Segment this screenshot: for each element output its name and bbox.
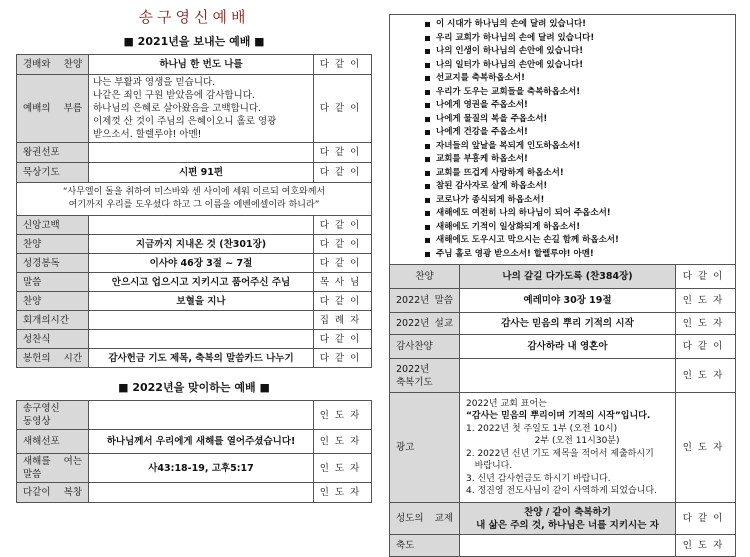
program-item-content [460, 503, 676, 535]
program-row [17, 430, 372, 454]
declaration-item [436, 113, 729, 127]
program-row [390, 265, 736, 289]
declaration-text: 주님 홀로 영광 받으소서! 할렐루야! 아멘! [436, 248, 594, 259]
program-row [17, 311, 372, 330]
program-row [390, 359, 736, 393]
program-row [17, 401, 372, 430]
program-item-content: 안으시고 업으시고 지키시고 품어주신 주님 [89, 273, 314, 292]
announcement-line: 1. 2022년 첫 주일도 1부 (오전 10시) [466, 423, 618, 434]
announcement-line: 4. 정진영 전도사님이 같이 사역하게 되었습니다. [466, 486, 657, 496]
declaration-text: 나에게 물질의 복을 주옵소서! [436, 113, 548, 124]
program-item-leader: 다같이 [314, 254, 372, 273]
program-item-content [89, 401, 314, 430]
scripture-quote: “사무엘이 돌을 취하여 미스바와 센 사이에 세워 이르되 여호와께서 여기까지 우리를 도우셨다 하고 그 이름을 에벤에셀이라 하니라” [16, 183, 372, 215]
declaration-item [436, 99, 729, 113]
declaration-item [436, 194, 729, 208]
declaration-item [436, 167, 729, 181]
program-row [17, 349, 372, 368]
program-table-right [389, 264, 736, 557]
program-item-leader: 인도자 [676, 393, 736, 503]
declaration-text: 우리 교회가 하나님의 손에 달려 있습니다! [436, 32, 595, 43]
program-row [17, 330, 372, 349]
declaration-text: 선교지를 축복하옵소서! [436, 73, 525, 83]
program-item-label: 성경봉독 [17, 254, 89, 273]
bullet-icon [425, 76, 430, 81]
declaration-item [436, 248, 729, 262]
declaration-item [436, 207, 729, 221]
declaration-text: 참된 감사자로 살게 하옵소서! [436, 181, 548, 191]
program-item-content: 시편 91편 [89, 163, 314, 183]
bullet-icon [425, 63, 430, 68]
program-row-fellowship [390, 503, 736, 535]
program-item-content: 나의 갈길 다가도록 (찬384장) [460, 265, 676, 289]
program-item-leader: 인도자 [314, 454, 372, 483]
declaration-item [436, 140, 729, 154]
program-row [17, 235, 372, 254]
bullet-icon [425, 252, 430, 257]
bullet-icon [425, 144, 430, 149]
declaration-text: 교회를 부흥케 하옵소서! [436, 154, 528, 164]
program-row [17, 292, 372, 311]
program-row [17, 273, 372, 292]
bullet-icon [425, 238, 430, 243]
program-item-label: 2022년 축복기도 [390, 359, 460, 393]
fellowship-line-2: 내 삶은 주의 것, 하나님은 너를 지키시는 자 [476, 519, 659, 531]
program-item-leader: 인도자 [676, 289, 736, 313]
program-item-content [460, 535, 676, 557]
program-item-label: 2022년 말씀 [390, 289, 460, 313]
declaration-text: 이 시대가 하나님의 손에 달려 있습니다! [436, 19, 587, 29]
bullet-icon [425, 198, 430, 203]
program-item-label: 새해를 여는 말씀 [17, 454, 89, 483]
program-item-label: 성찬식 [17, 330, 89, 349]
program-item-content: 예레미야 30장 19절 [460, 289, 676, 313]
declaration-text: 새해에도 도우시고 막으시는 손길 함께 하옵소서! [436, 235, 619, 245]
program-row [17, 163, 372, 183]
bullet-icon [425, 36, 430, 41]
program-row [390, 289, 736, 313]
declaration-text: 나에게 영권을 주옵소서! [436, 100, 528, 110]
announcement-line: 3. 신년 감사헌금도 하시기 바랍니다. [466, 473, 611, 484]
program-item-leader: 인도자 [314, 483, 372, 503]
declaration-item [436, 18, 729, 32]
program-item-leader: 다같이 [314, 163, 372, 183]
program-item-label: 축도 [390, 535, 460, 557]
program-row [17, 143, 372, 163]
program-item-label: 광고 [390, 393, 460, 503]
program-item-content [89, 483, 314, 503]
program-item-leader: 다같이 [314, 143, 372, 163]
section-heading-2022: ■ 2022년을 맞이하는 예배 ■ [118, 381, 270, 394]
program-item-label: 경배와 찬양 [17, 55, 89, 75]
declaration-item [436, 59, 729, 73]
program-item-label: 예배의 부름 [17, 75, 89, 143]
bullet-icon [425, 225, 430, 230]
announcement-line: 2022년 교회 표어는 [466, 398, 547, 409]
program-item-leader: 인도자 [314, 401, 372, 430]
program-item-label: 감사찬양 [390, 335, 460, 359]
program-row [17, 216, 372, 235]
program-item-leader: 다같이 [314, 55, 372, 75]
page-title: 송구영신예배 [138, 8, 250, 26]
program-item-content [89, 216, 314, 235]
fellowship-line-1: 찬양 / 같이 축복하기 [524, 506, 611, 518]
program-item-label: 봉헌의 시간 [17, 349, 89, 368]
program-item-leader: 목사님 [314, 273, 372, 292]
program-item-label: 왕권선포 [17, 143, 89, 163]
program-item-label: 찬양 [17, 235, 89, 254]
program-item-leader: 인도자 [676, 359, 736, 393]
program-item-label: 송구영신 동영상 [17, 401, 89, 430]
program-item-label: 말씀 [17, 273, 89, 292]
program-item-content: 사43:18-19, 고후5:17 [89, 454, 314, 483]
program-row [17, 483, 372, 503]
declaration-item [436, 234, 729, 248]
program-item-content: 나는 부활과 영생을 믿습니다. 나같은 죄인 구원 받았음에 감사합니다. 하나님의 은혜로 살아왔음을 고백합니다. 이제껏 산 것이 주님의 은혜이오니 홀로 영광 받으소서. 할렐루야! 아멘! [89, 75, 314, 143]
program-item-leader: 다같이 [314, 75, 372, 143]
bullet-icon [425, 130, 430, 135]
program-item-leader: 다같이 [676, 335, 736, 359]
program-table-part3 [16, 400, 372, 503]
declaration-item [436, 126, 729, 140]
program-item-leader: 인도자 [314, 430, 372, 454]
program-item-leader: 인도자 [676, 313, 736, 335]
announcements [460, 393, 676, 503]
bullet-icon [425, 90, 430, 95]
declaration-text: 우리가 도우는 교회들을 축복하옵소서! [436, 86, 581, 97]
program-item-content: 보혈을 지나 [89, 292, 314, 311]
declaration-item [436, 221, 729, 235]
program-item-label: 찬양 [17, 292, 89, 311]
program-row [390, 313, 736, 335]
declaration-text: 자녀들의 앞날을 복되게 인도하옵소서! [436, 140, 581, 151]
order-of-worship-right [389, 14, 736, 557]
program-item-label: 성도의 교제 [390, 503, 460, 535]
program-row-notice [390, 393, 736, 503]
program-row [17, 55, 372, 75]
program-item-content [89, 311, 314, 330]
program-item-leader: 다같이 [314, 330, 372, 349]
program-item-label: 신앙고백 [17, 216, 89, 235]
program-row [390, 335, 736, 359]
declaration-item [436, 32, 729, 46]
bullet-icon [425, 211, 430, 216]
announcement-line: 2. 2022년 신년 기도 제목을 적어서 제출하시기 [466, 448, 654, 459]
program-item-content: 감사는 믿음의 뿌리 기적의 시작 [460, 313, 676, 335]
program-row [17, 254, 372, 273]
announcement-line: “감사는 믿음의 뿌리이며 기적의 시작”입니다. [466, 411, 651, 421]
declaration-item [436, 45, 729, 59]
program-item-label: 2022년 설교 [390, 313, 460, 335]
declaration-text: 새해에도 여전히 나의 하나님이 되어 주옵소서! [436, 208, 611, 218]
declaration-text: 교회를 뜨겁게 사랑하게 하옵소서! [436, 167, 564, 178]
declaration-text: 새해에도 기적이 일상화되게 하옵소서! [436, 221, 581, 232]
section-heading-2021: ■ 2021년을 보내는 예배 ■ [123, 35, 265, 48]
program-item-label: 다같이 복창 [17, 483, 89, 503]
program-item-content: 하나님께서 우리에게 새해를 열어주셨습니다! [89, 430, 314, 454]
program-item-label: 새해선포 [17, 430, 89, 454]
program-item-leader: 다같이 [676, 503, 736, 535]
program-item-leader: 다같이 [314, 292, 372, 311]
bullet-icon [425, 184, 430, 189]
declaration-text: 나의 인생이 하나님의 손안에 있습니다! [436, 46, 584, 56]
program-item-leader: 집례자 [314, 311, 372, 330]
program-item-label: 찬양 [390, 265, 460, 289]
bullet-icon [425, 171, 430, 176]
program-item-content: 지금까지 지내온 것 (찬301장) [89, 235, 314, 254]
program-item-content [89, 143, 314, 163]
declaration-item [436, 153, 729, 167]
program-item-content: 감사하라 내 영혼아 [460, 335, 676, 359]
declaration-text: 나의 일터가 하나님의 손안에 있습니다! [436, 59, 584, 70]
announcement-line: 바랍니다. [466, 461, 513, 471]
declaration-text: 나에게 건강을 주옵소서! [436, 127, 528, 137]
program-item-leader: 다같이 [676, 265, 736, 289]
program-item-label: 회개의시간 [17, 311, 89, 330]
program-item-content: 이사야 46장 3절 ~ 7절 [89, 254, 314, 273]
bullet-icon [425, 103, 430, 108]
program-item-leader: 다같이 [314, 349, 372, 368]
program-item-content [89, 330, 314, 349]
declaration-item [436, 86, 729, 100]
program-item-leader: 인도자 [676, 535, 736, 557]
declaration-item [436, 72, 729, 86]
bullet-icon [425, 22, 430, 27]
program-row [17, 454, 372, 483]
program-item-leader: 다같이 [314, 216, 372, 235]
order-of-worship-left [16, 0, 372, 503]
program-row-benediction [390, 535, 736, 557]
declaration-list [389, 14, 736, 264]
program-item-content: 감사헌금 기도 제목, 축복의 말씀카드 나누기 [89, 349, 314, 368]
program-item-content: 하나님 한 번도 나를 [89, 55, 314, 75]
bullet-icon [425, 117, 430, 122]
program-table-part1 [16, 54, 372, 183]
program-item-label: 묵상기도 [17, 163, 89, 183]
bullet-icon [425, 49, 430, 54]
program-item-leader: 다같이 [314, 235, 372, 254]
declaration-text: 코로나가 종식되게 하옵소서! [436, 194, 545, 205]
declaration-item [436, 180, 729, 194]
announcement-line: 2부 (오전 11시30분) [466, 436, 620, 446]
bullet-icon [425, 157, 430, 162]
program-table-part2 [16, 215, 372, 368]
program-row [17, 75, 372, 143]
program-item-content [460, 359, 676, 393]
